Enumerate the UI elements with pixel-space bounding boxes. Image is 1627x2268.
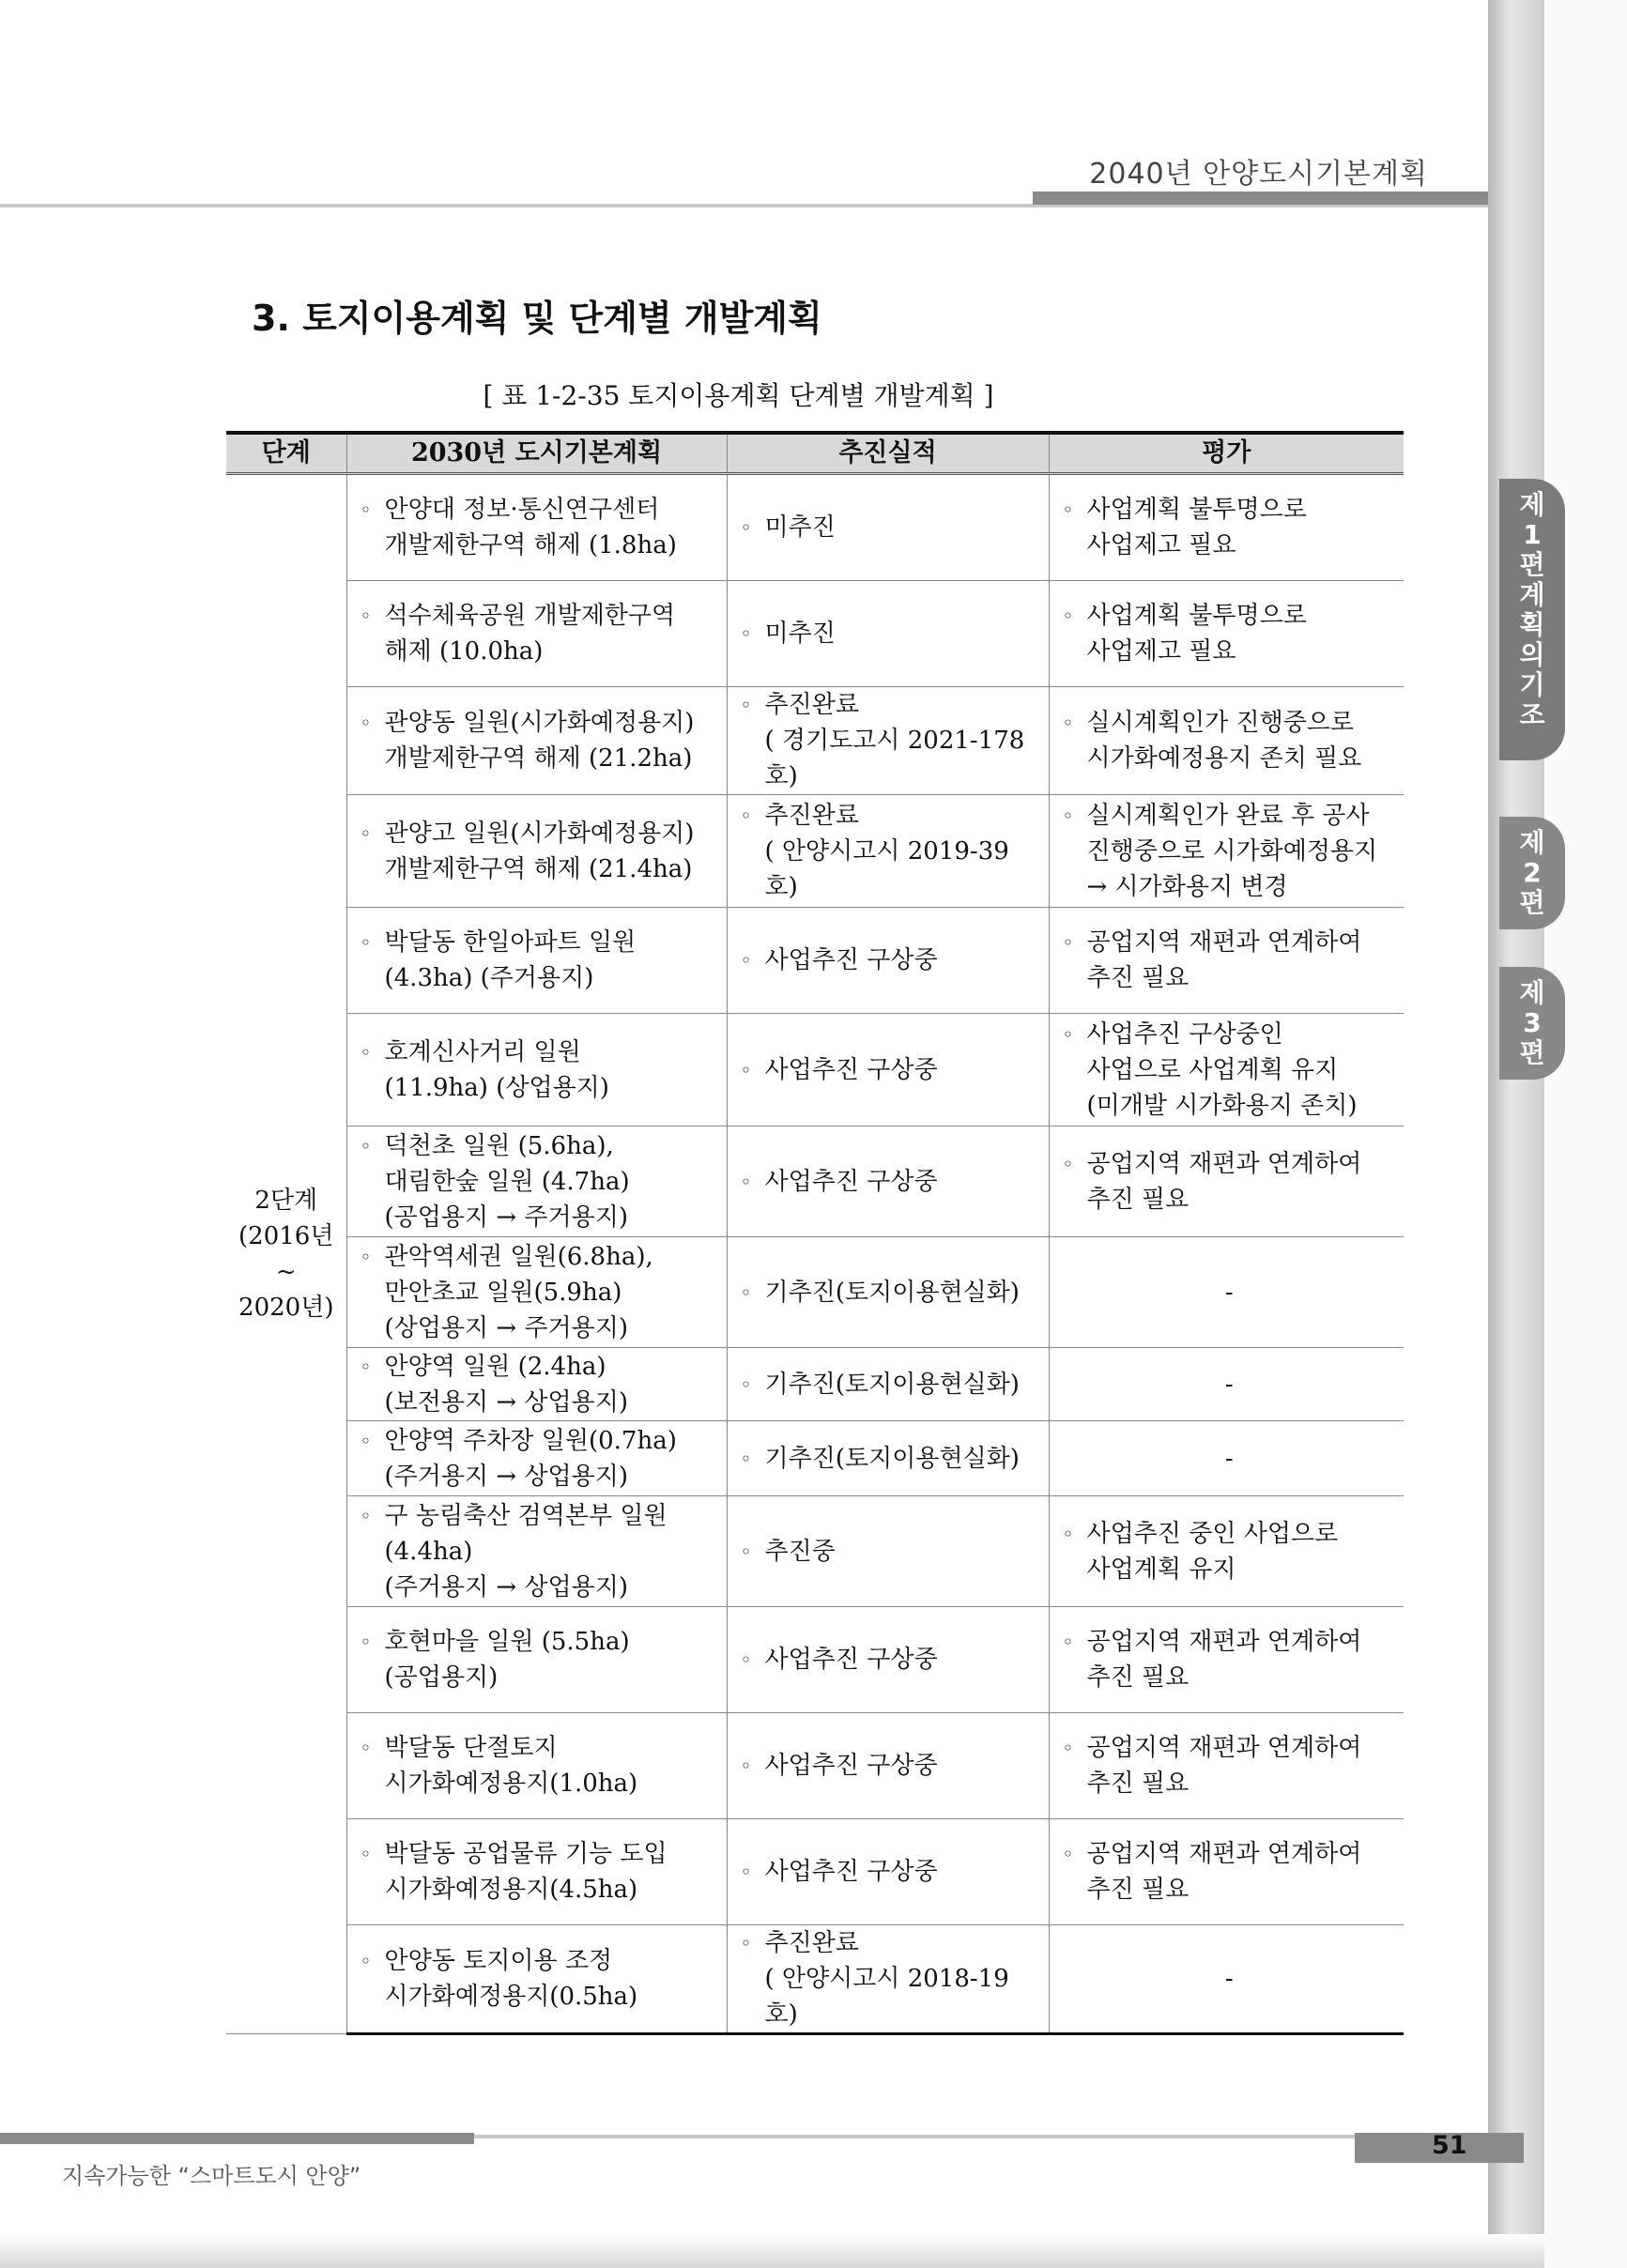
plan-text: 덕천초 일원 (5.6ha), 대림한숲 일원 (4.7ha) (공업용지 → 주거용지) xyxy=(384,1131,630,1232)
progress-text: 사업추진 구상중 xyxy=(764,946,938,974)
progress-cell xyxy=(727,1713,1049,1819)
evaluation-text: 공업지역 재편과 연계하여 추진 필요 xyxy=(1086,1734,1362,1798)
plan-text: 호현마을 일원 (5.5ha) (공업용지) xyxy=(384,1628,630,1692)
plan-text: 호계신사거리 일원 (11.9ha) (상업용지) xyxy=(384,1037,609,1102)
bullet-marker: ◦ xyxy=(740,1280,752,1304)
progress-text: 사업추진 구상중 xyxy=(764,1167,938,1196)
plan-text: 안양역 주차장 일원(0.7ha) (주거용지 → 상업용지) xyxy=(384,1426,677,1491)
progress-text: 추진완료 ( 안양시고시 2019-39호) xyxy=(764,801,1009,901)
plan-text: 석수체육공원 개발제한구역 해제 (10.0ha) xyxy=(384,602,676,666)
bullet-marker: ◦ xyxy=(360,1843,372,1865)
bullet-marker: ◦ xyxy=(1062,712,1074,734)
evaluation-text: 실시계획인가 완료 후 공사 진행중으로 시가화예정용지 → 시가화용지 변경 xyxy=(1086,801,1378,901)
evaluation-text: - xyxy=(1224,1444,1234,1473)
progress-cell xyxy=(727,474,1049,581)
evaluation-cell xyxy=(1049,687,1404,795)
plan-cell xyxy=(346,581,727,687)
table-row xyxy=(226,1819,1404,1925)
table-row xyxy=(226,687,1404,795)
evaluation-cell xyxy=(1049,1713,1404,1819)
table-row xyxy=(226,1014,1404,1126)
bullet-marker: ◦ xyxy=(360,1040,372,1064)
evaluation-cell xyxy=(1049,581,1404,687)
side-tab-label: 제 2 편 xyxy=(1519,827,1545,918)
progress-text: 사업추진 구상중 xyxy=(764,1055,938,1084)
progress-cell xyxy=(727,1819,1049,1925)
column-header-stage: 단계 xyxy=(226,433,346,474)
bullet-marker: ◦ xyxy=(360,1245,372,1268)
bullet-marker: ◦ xyxy=(360,1134,372,1157)
table-row xyxy=(226,1607,1404,1713)
progress-text: 사업추진 구상중 xyxy=(764,1752,938,1780)
table-row xyxy=(226,1925,1404,2034)
bullet-marker: ◦ xyxy=(740,1540,752,1563)
side-tab-part-2[interactable] xyxy=(1499,817,1565,929)
progress-cell xyxy=(727,687,1049,795)
page-edge-shadow xyxy=(1488,0,1544,2268)
page-edge-background xyxy=(1544,0,1627,2268)
evaluation-text: - xyxy=(1224,1965,1234,1993)
progress-cell xyxy=(727,1237,1049,1348)
side-tab-label: 제 3 편 xyxy=(1519,977,1545,1068)
section-title: 3. 토지이용계획 및 단계별 개발계획 xyxy=(252,298,822,339)
bullet-marker: ◦ xyxy=(1062,498,1074,521)
table-header-row xyxy=(226,433,1404,474)
progress-cell xyxy=(727,1925,1049,2034)
evaluation-cell xyxy=(1049,1496,1404,1607)
plan-text: 박달동 한일아파트 일원 (4.3ha) (주거용지) xyxy=(384,928,637,992)
bullet-marker: ◦ xyxy=(740,1861,752,1883)
table-row xyxy=(226,1348,1404,1421)
evaluation-cell xyxy=(1049,1421,1404,1496)
development-plan-table xyxy=(226,431,1404,2035)
table-row xyxy=(226,795,1404,908)
progress-cell xyxy=(727,1348,1049,1421)
table-row xyxy=(226,1421,1404,1496)
evaluation-text: 실시계획인가 진행중으로 시가화예정용지 존치 필요 xyxy=(1086,709,1362,773)
bullet-marker: ◦ xyxy=(740,622,752,645)
bullet-marker: ◦ xyxy=(360,605,372,627)
plan-cell xyxy=(346,1126,727,1237)
bullet-marker: ◦ xyxy=(740,1755,752,1777)
plan-text: 관악역세권 일원(6.8ha), 만안초교 일원(5.9ha) (상업용지 → 주거용지) xyxy=(384,1242,653,1342)
evaluation-text: 사업계획 불투명으로 사업제고 필요 xyxy=(1086,602,1307,666)
plan-cell xyxy=(346,1421,727,1496)
progress-cell xyxy=(727,1607,1049,1713)
side-tab-part-1[interactable] xyxy=(1499,479,1565,760)
plan-cell xyxy=(346,1496,727,1607)
bullet-marker: ◦ xyxy=(1062,1631,1074,1653)
bullet-marker: ◦ xyxy=(1062,1152,1074,1175)
plan-text: 관양동 일원(시가화예정용지) 개발제한구역 해제 (21.2ha) xyxy=(384,709,695,773)
bullet-marker: ◦ xyxy=(360,1737,372,1759)
table-row xyxy=(226,1126,1404,1237)
evaluation-cell xyxy=(1049,1014,1404,1126)
evaluation-cell xyxy=(1049,1348,1404,1421)
evaluation-cell xyxy=(1049,1607,1404,1713)
side-tab-part-3[interactable] xyxy=(1499,967,1565,1080)
table-row xyxy=(226,1237,1404,1348)
bullet-marker: ◦ xyxy=(1062,605,1074,627)
evaluation-text: 공업지역 재편과 연계하여 추진 필요 xyxy=(1086,1840,1362,1904)
bullet-marker: ◦ xyxy=(1062,1843,1074,1865)
bullet-marker: ◦ xyxy=(740,694,752,716)
plan-text: 안양대 정보·통신연구센터 개발제한구역 해제 (1.8ha) xyxy=(384,496,677,559)
plan-cell xyxy=(346,1348,727,1421)
plan-text: 안양동 토지이용 조정 시가화예정용지(0.5ha) xyxy=(384,1947,638,2011)
bullet-marker: ◦ xyxy=(360,821,372,845)
progress-text: 기추진(토지이용현실화) xyxy=(764,1278,1020,1307)
table-row xyxy=(226,1496,1404,1607)
header-rule-accent xyxy=(1033,192,1488,205)
progress-text: 추진중 xyxy=(764,1537,836,1566)
evaluation-text: 공업지역 재편과 연계하여 추진 필요 xyxy=(1086,1149,1362,1214)
stage-label: 2단계 (2016년 ~ 2020년) xyxy=(238,1187,334,1322)
bullet-marker: ◦ xyxy=(360,1429,372,1452)
table-caption: [ 표 1-2-35 토지이용계획 단계별 개발계획 ] xyxy=(483,380,994,411)
progress-cell xyxy=(727,1126,1049,1237)
bullet-marker: ◦ xyxy=(1062,804,1074,827)
bullet-marker: ◦ xyxy=(1062,1522,1074,1545)
bullet-marker: ◦ xyxy=(360,1504,372,1527)
progress-text: 미추진 xyxy=(764,620,836,648)
column-header-evaluation: 평가 xyxy=(1049,433,1404,474)
plan-cell xyxy=(346,474,727,581)
plan-text: 구 농림축산 검역본부 일원 (4.4ha) (주거용지 → 상업용지) xyxy=(384,1501,668,1601)
progress-text: 사업추진 구상중 xyxy=(764,1646,938,1674)
progress-text: 기추진(토지이용현실화) xyxy=(764,1444,1020,1473)
footer-rule-accent xyxy=(0,2133,474,2144)
bullet-marker: ◦ xyxy=(1062,1737,1074,1759)
evaluation-cell xyxy=(1049,1237,1404,1348)
column-header-plan: 2030년 도시기본계획 xyxy=(346,433,727,474)
side-tab-label: 제 1 편 계 획 의 기 조 xyxy=(1519,489,1545,730)
bullet-marker: ◦ xyxy=(740,1932,752,1954)
plan-cell xyxy=(346,687,727,795)
plan-cell xyxy=(346,795,727,908)
evaluation-text: 사업계획 불투명으로 사업제고 필요 xyxy=(1086,496,1307,559)
bullet-marker: ◦ xyxy=(740,949,752,972)
progress-cell xyxy=(727,1496,1049,1607)
progress-cell xyxy=(727,1421,1049,1496)
table-row xyxy=(226,908,1404,1014)
evaluation-cell xyxy=(1049,1925,1404,2034)
plan-cell xyxy=(346,908,727,1014)
table-row xyxy=(226,581,1404,687)
bullet-marker: ◦ xyxy=(740,804,752,827)
bullet-marker: ◦ xyxy=(360,1950,372,1972)
table-body xyxy=(226,474,1404,2034)
progress-cell xyxy=(727,581,1049,687)
evaluation-text: - xyxy=(1224,1278,1234,1307)
progress-cell xyxy=(727,795,1049,908)
evaluation-text: 사업추진 구상중인 사업으로 사업계획 유지 (미개발 시가화용지 존치) xyxy=(1086,1019,1358,1120)
stage-cell xyxy=(226,474,346,2034)
plan-text: 관양고 일원(시가화예정용지) 개발제한구역 해제 (21.4ha) xyxy=(384,819,695,883)
bullet-marker: ◦ xyxy=(360,1355,372,1378)
bullet-marker: ◦ xyxy=(360,498,372,521)
evaluation-cell xyxy=(1049,795,1404,908)
bullet-marker: ◦ xyxy=(360,1631,372,1653)
bullet-marker: ◦ xyxy=(1062,1022,1074,1046)
table-row xyxy=(226,474,1404,581)
plan-text: 박달동 공업물류 기능 도입 시가화예정용지(4.5ha) xyxy=(384,1840,668,1904)
progress-text: 미추진 xyxy=(764,513,836,542)
progress-cell xyxy=(727,908,1049,1014)
progress-text: 사업추진 구상중 xyxy=(764,1858,938,1886)
evaluation-text: 공업지역 재편과 연계하여 추진 필요 xyxy=(1086,928,1362,992)
table-row xyxy=(226,1713,1404,1819)
evaluation-text: 사업추진 중인 사업으로 사업계획 유지 xyxy=(1086,1519,1339,1584)
evaluation-cell xyxy=(1049,1126,1404,1237)
plan-text: 박달동 단절토지 시가화예정용지(1.0ha) xyxy=(384,1734,638,1798)
evaluation-cell xyxy=(1049,908,1404,1014)
progress-text: 추진완료 ( 안양시고시 2018-19호) xyxy=(764,1929,1009,2029)
running-header-title: 2040년 안양도시기본계획 xyxy=(1089,158,1428,191)
evaluation-cell xyxy=(1049,474,1404,581)
bullet-marker: ◦ xyxy=(360,712,372,734)
bullet-marker: ◦ xyxy=(740,1447,752,1470)
bullet-marker: ◦ xyxy=(740,1058,752,1081)
bullet-marker: ◦ xyxy=(1062,931,1074,954)
bullet-marker: ◦ xyxy=(360,931,372,954)
evaluation-text: - xyxy=(1224,1370,1234,1399)
plan-text: 안양역 일원 (2.4ha) (보전용지 → 상업용지) xyxy=(384,1352,629,1417)
page-bottom-shadow xyxy=(0,2234,1544,2268)
plan-cell xyxy=(346,1713,727,1819)
progress-text: 기추진(토지이용현실화) xyxy=(764,1370,1020,1399)
evaluation-cell xyxy=(1049,1819,1404,1925)
plan-cell xyxy=(346,1014,727,1126)
bullet-marker: ◦ xyxy=(740,1170,752,1193)
progress-cell xyxy=(727,1014,1049,1126)
plan-cell xyxy=(346,1237,727,1348)
plan-cell xyxy=(346,1819,727,1925)
evaluation-text: 공업지역 재편과 연계하여 추진 필요 xyxy=(1086,1628,1362,1692)
bullet-marker: ◦ xyxy=(740,516,752,539)
footer-slogan: 지속가능한 “스마트도시 안양” xyxy=(62,2163,361,2189)
plan-cell xyxy=(346,1607,727,1713)
bullet-marker: ◦ xyxy=(740,1648,752,1671)
progress-text: 추진완료 ( 경기도고시 2021-178호) xyxy=(764,691,1025,790)
bullet-marker: ◦ xyxy=(740,1372,752,1396)
plan-cell xyxy=(346,1925,727,2034)
page-number: 51 xyxy=(1432,2131,1467,2160)
column-header-progress: 추진실적 xyxy=(727,433,1049,474)
